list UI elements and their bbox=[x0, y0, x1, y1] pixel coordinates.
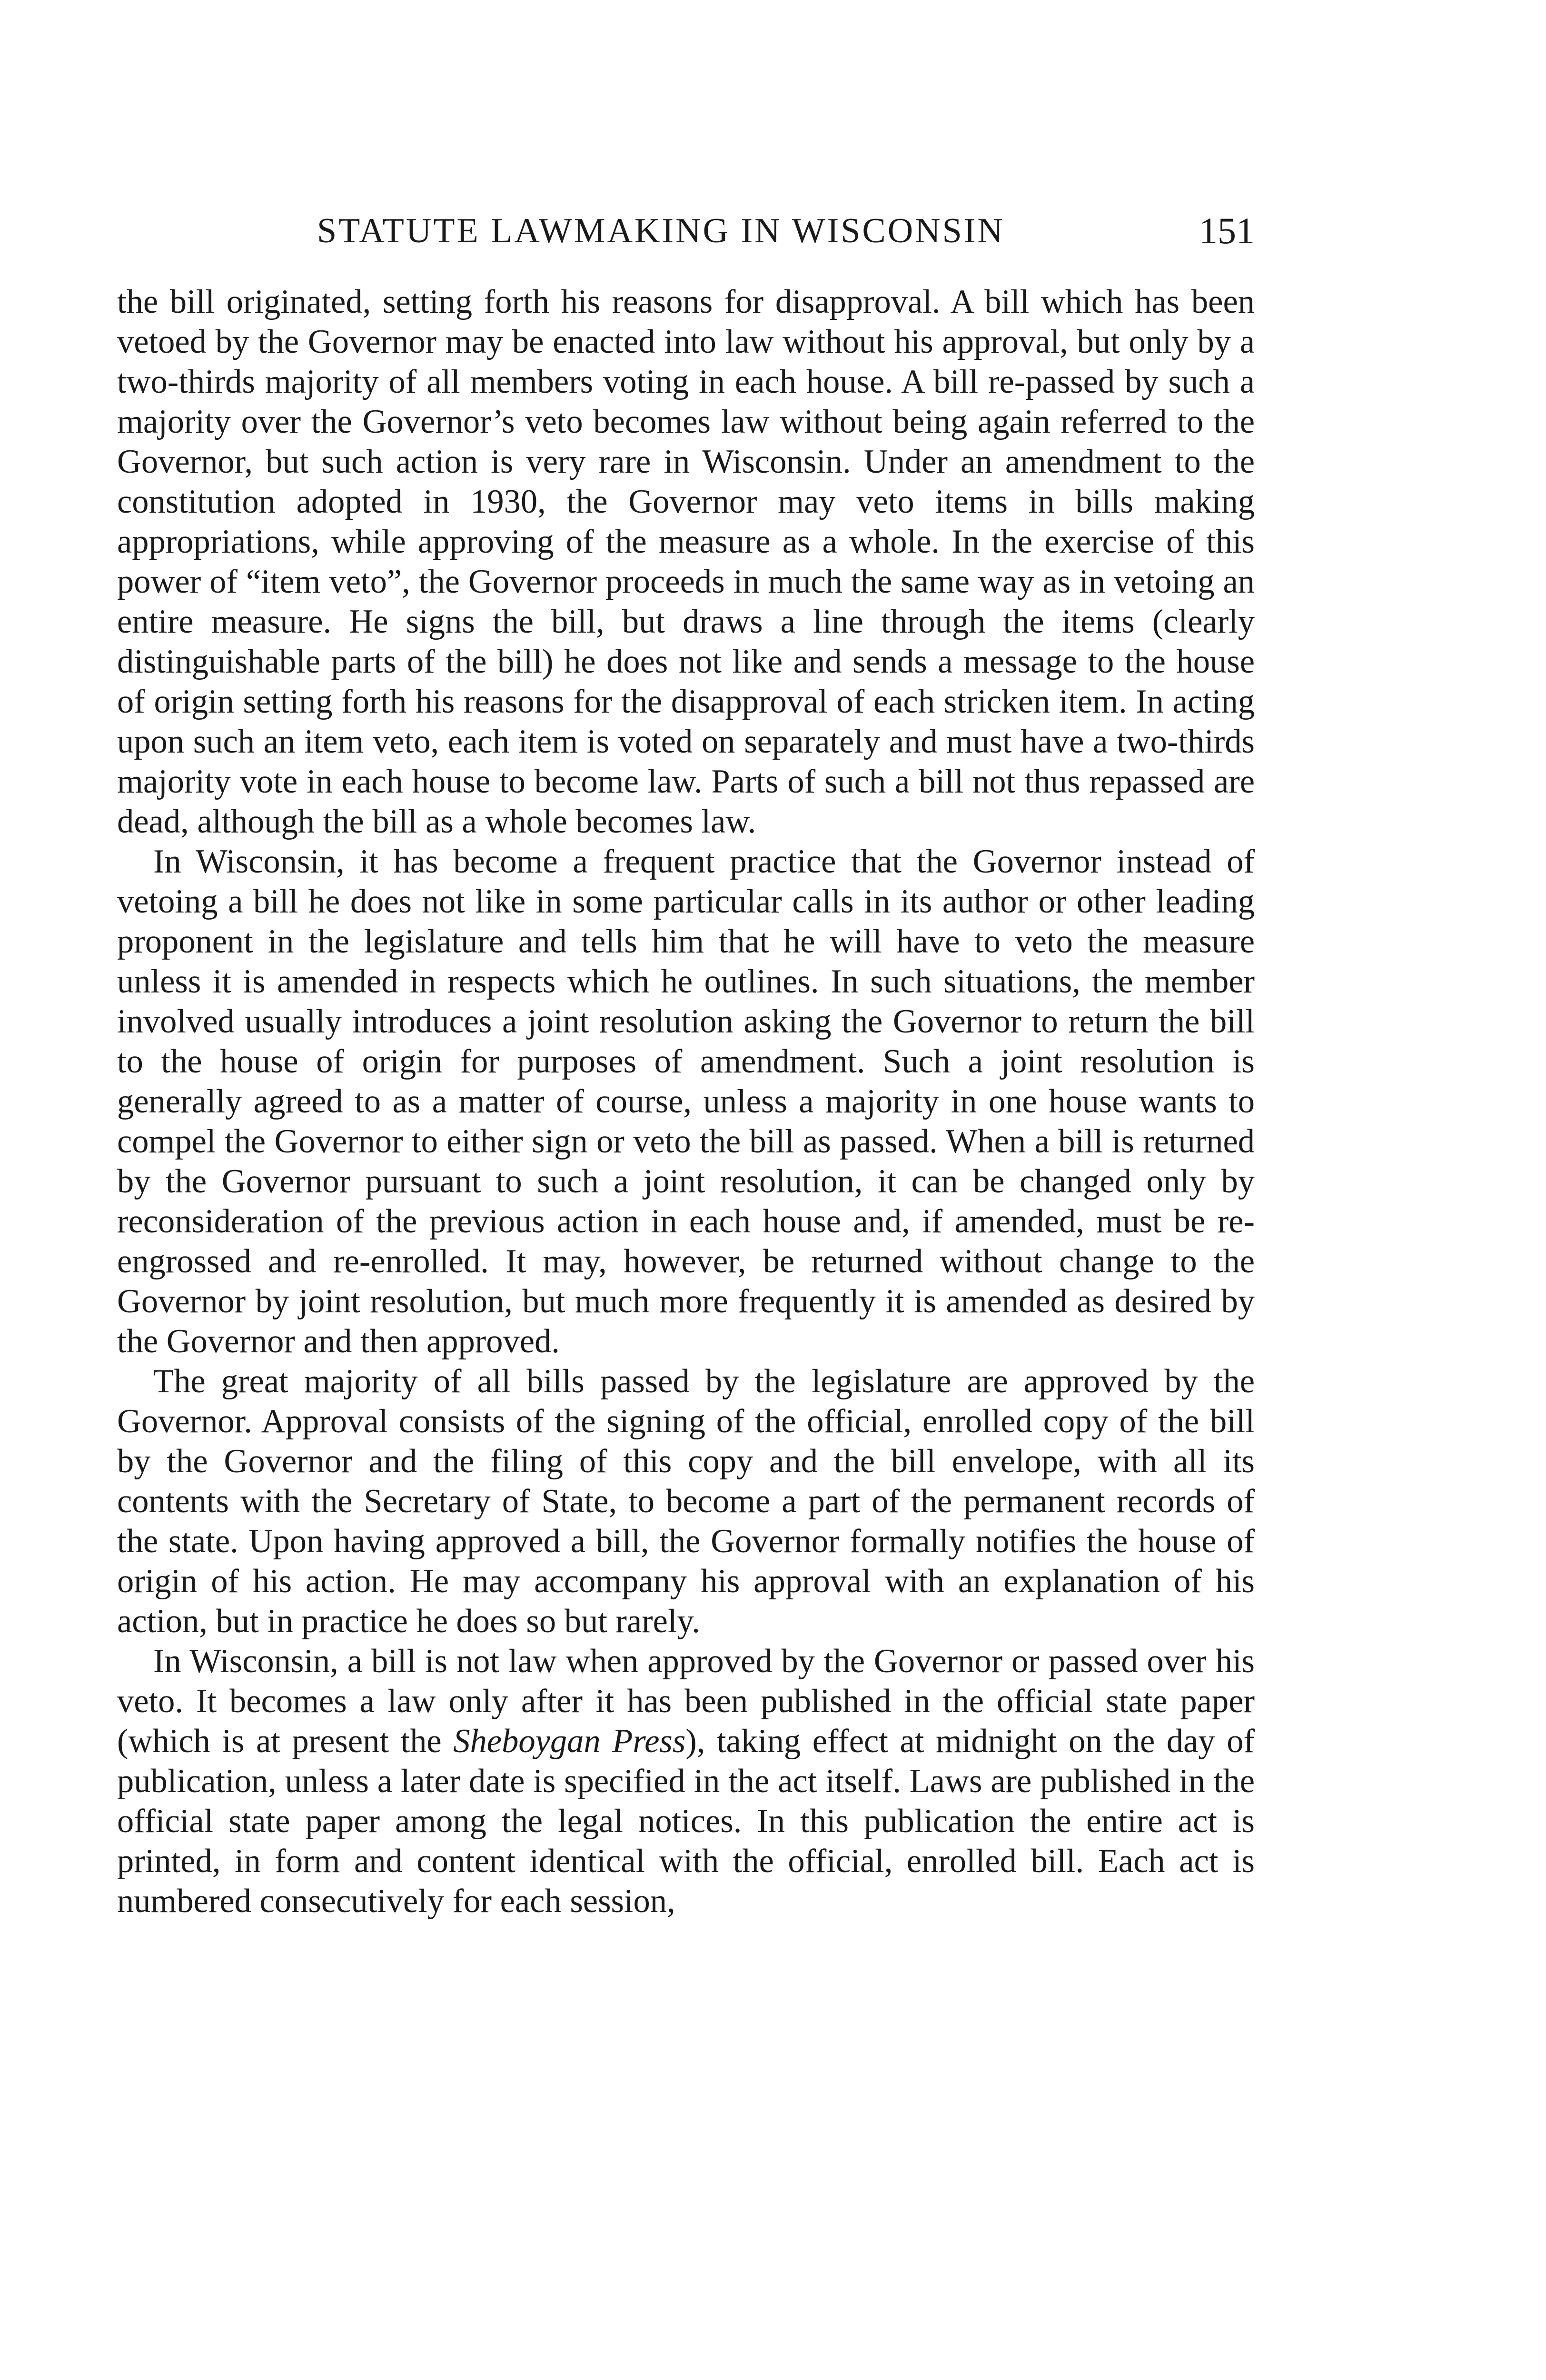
book-page bbox=[117, 205, 1255, 1921]
paragraph-approval: The great majority of all bills passed by the legislature are approved by the Governor. Approval consists of the signing of the official, enrolled copy of the bill by the Governor and the filing of this copy and the bill envelope, with all its contents with the Secretary of State, to become a part of the permanent records of the state. Upon having approved a bill, the Governor formally notifies the house of origin of his action. He may accompany his approval with an explanation of his action, but in practice he does so but rarely. bbox=[117, 1363, 1255, 1640]
page-number: 151 bbox=[1199, 210, 1255, 251]
paragraph-publication bbox=[117, 1641, 1255, 1921]
paragraph-veto-continuation: the bill originated, setting forth his reasons for disapproval. A bill which has been vetoed by the Governor may be enacted into law without his approval, but only by a two-thirds majority of all members voting in each house. A bill re-passed by such a majority over the Governor’s veto becomes law without being again referred to the Governor, but such action is very rare in Wisconsin. Under an amendment to the constitution adopted in 1930, the Governor may veto items in bills making appropriations, while approving of the measure as a whole. In the exercise of this power of “item veto”, the Governor proceeds in much the same way as in vetoing an entire measure. He signs the bill, but draws a line through the items (clearly distinguishable parts of the bill) he does not like and sends a message to the house of origin setting forth his reasons for the disapproval of each stricken item. In acting upon such an item veto, each item is voted on separately and must have a two-thirds majority vote in each house to become law. Parts of such a bill not thus repassed are dead, although the bill as a whole becomes law. bbox=[117, 283, 1255, 840]
paragraph-joint-resolution: In Wisconsin, it has become a frequent practice that the Governor instead of vetoing a bill he does not like in some particular calls in its author or other leading proponent in the legislature and tells him that he will have to veto the measure unless it is amended in respects which he outlines. In such situations, the member involved usually introduces a joint resolution asking the Governor to return the bill to the house of origin for purposes of amendment. Such a joint resolution is generally agreed to as a matter of course, unless a majority in one house wants to compel the Governor to either sign or veto the bill as passed. When a bill is returned by the Governor pursuant to such a joint resolution, it can be changed only by reconsideration of the previous action in each house and, if amended, must be re-engrossed and re-enrolled. It may, however, be returned without change to the Governor by joint resolution, but much more frequently it is amended as desired by the Governor and then approved. bbox=[117, 843, 1255, 1360]
running-head: STATUTE LAWMAKING IN WISCONSIN bbox=[317, 211, 1005, 250]
page-header bbox=[117, 205, 1255, 262]
publication-text-end: ), taking effect at midnight on the day of publication, unless a later date is specified in the act itself. Laws are published in the official state paper among the legal notices. In this publication the entire act is printed, in form and content identical with the official, enrolled bill. Each act is numbered consecutively for each session, bbox=[117, 1723, 1255, 1920]
publication-text-start: In Wisconsin, a bill is not law when approved by the Governor or passed over his veto. It becomes a law only after it has been published in the official state paper (which is at present the bbox=[117, 1643, 1255, 1760]
newspaper-name: Sheboygan Press bbox=[453, 1723, 686, 1760]
body-text bbox=[117, 282, 1255, 1921]
